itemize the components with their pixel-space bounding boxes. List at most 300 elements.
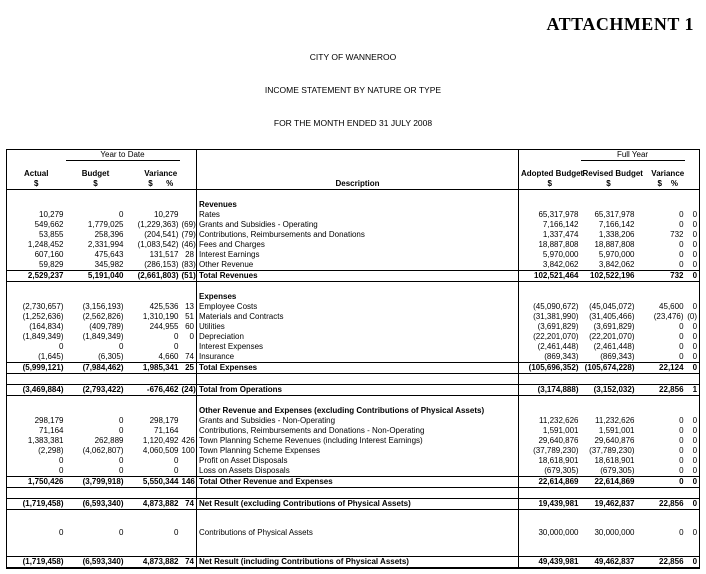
budget-cell: 2,331,994 xyxy=(87,240,124,249)
variance-cell: 1,985,341 xyxy=(126,363,180,374)
budget-cell: 0 xyxy=(119,456,124,465)
revised-budget-cell: 5,970,000 xyxy=(598,250,635,259)
variance-cell: 0 xyxy=(174,528,179,537)
adopted-budget-cell: (31,381,990) xyxy=(533,312,579,321)
description-cell: Contributions of Physical Assets xyxy=(197,520,519,546)
variance-cell: 244,955 xyxy=(149,322,179,331)
adopted-budget-cell: (3,174,888) xyxy=(519,385,581,396)
line-item-row xyxy=(7,240,700,250)
adopted-budget-cell: (37,789,230) xyxy=(533,446,579,455)
revised-budget-cell xyxy=(581,292,637,302)
line-item-row xyxy=(7,456,700,466)
variance-percent-cell xyxy=(180,200,197,210)
variance-cell: (204,541) xyxy=(144,230,179,239)
actual-cell: 298,179 xyxy=(7,416,66,426)
actual-cell: 59,829 xyxy=(7,260,66,271)
fy-variance-cell xyxy=(637,292,685,302)
total-row xyxy=(7,499,700,510)
fy-group-label: Full Year xyxy=(581,150,685,161)
fy-variance-percent-cell: 0 xyxy=(685,456,700,466)
budget-cell: 0 xyxy=(119,466,124,475)
description-cell: Utilities xyxy=(197,322,519,332)
variance-percent-cell: 74 xyxy=(180,499,197,510)
col-variance-percent: % xyxy=(166,179,174,188)
revised-budget-cell: 18,887,808 xyxy=(594,240,635,249)
variance-cell: 4,873,882 xyxy=(126,499,180,510)
budget-cell: (2,793,422) xyxy=(66,385,126,396)
adopted-budget-cell: (105,696,352) xyxy=(519,363,581,374)
col-adopted-unit: $ xyxy=(547,179,552,188)
actual-cell: 0 xyxy=(7,520,66,546)
budget-cell: 345,982 xyxy=(94,260,124,269)
actual-cell: (1,719,458) xyxy=(7,557,66,569)
statement-title: INCOME STATEMENT BY NATURE OR TYPE xyxy=(264,85,442,95)
adopted-budget-cell: 18,887,808 xyxy=(538,240,579,249)
fy-variance-cell: 0 xyxy=(679,332,684,341)
variance-cell: 0 xyxy=(174,456,179,465)
col-budget-unit: $ xyxy=(93,179,98,188)
variance-percent-cell xyxy=(180,210,197,220)
adopted-budget-cell: (22,201,070) xyxy=(533,332,579,341)
fy-variance-cell: 0 xyxy=(679,342,684,351)
fy-variance-cell: 0 xyxy=(679,352,684,361)
actual-cell: 53,855 xyxy=(7,230,66,240)
line-item-row xyxy=(7,520,700,546)
description-cell: Net Result (excluding Contributions of Physical Assets) xyxy=(197,499,519,510)
fy-variance-percent-cell: (0) xyxy=(685,312,700,322)
variance-percent-cell: 60 xyxy=(185,322,194,331)
col-adopted-budget: Adopted Budget xyxy=(521,169,584,178)
adopted-budget-cell: (45,090,672) xyxy=(533,302,579,311)
description-cell: Contributions, Reimbursements and Donations - Non-Operating xyxy=(197,426,519,436)
variance-percent-cell: (79) xyxy=(181,230,196,239)
variance-cell: -676,462 xyxy=(126,385,180,396)
description-cell: Total from Operations xyxy=(197,385,519,396)
fy-variance-percent-cell: 0 xyxy=(685,250,700,260)
variance-cell: 71,164 xyxy=(154,426,179,435)
revised-budget-cell: 29,640,876 xyxy=(594,436,635,445)
budget-cell: 0 xyxy=(119,528,124,537)
actual-cell: (2,730,657) xyxy=(7,302,66,312)
actual-cell xyxy=(7,406,66,416)
fy-variance-percent-cell: 0 xyxy=(685,557,700,569)
fy-variance-cell: 0 xyxy=(679,436,684,445)
section-heading-row xyxy=(7,200,700,210)
variance-cell: (1,229,363) xyxy=(137,220,179,229)
revised-budget-cell: 18,618,901 xyxy=(594,456,635,465)
line-item-row xyxy=(7,312,700,322)
actual-cell: 1,248,452 xyxy=(7,240,66,250)
budget-cell: (409,789) xyxy=(89,322,124,331)
line-item-row xyxy=(7,220,700,230)
description-cell: Interest Expenses xyxy=(197,342,519,352)
revised-budget-cell: 65,317,978 xyxy=(594,210,635,219)
fy-variance-percent-cell: 0 xyxy=(685,271,700,282)
total-row xyxy=(7,271,700,282)
actual-cell: (164,834) xyxy=(7,322,66,332)
description-cell: Profit on Asset Disposals xyxy=(197,456,519,466)
line-item-row xyxy=(7,342,700,352)
organisation-name: CITY OF WANNEROO xyxy=(309,52,397,62)
actual-cell: 10,279 xyxy=(7,210,66,220)
variance-cell xyxy=(126,292,180,302)
fy-variance-percent-cell: 0 xyxy=(685,363,700,374)
variance-cell: 4,060,509 xyxy=(142,446,179,455)
adopted-budget-cell xyxy=(519,200,581,210)
revised-budget-cell: 49,462,837 xyxy=(581,557,637,569)
col-budget: Budget xyxy=(81,169,110,178)
adopted-budget-cell: 3,842,062 xyxy=(542,260,579,269)
revised-budget-cell: 102,522,196 xyxy=(581,271,637,282)
adopted-budget-cell: 7,166,142 xyxy=(542,220,579,229)
revised-budget-cell: (679,305) xyxy=(600,466,635,475)
variance-percent-cell: 100 xyxy=(181,446,195,455)
budget-cell: (7,984,462) xyxy=(66,363,126,374)
total-row xyxy=(7,477,700,488)
fy-variance-cell: 0 xyxy=(679,466,684,475)
variance-cell: 131,517 xyxy=(149,250,179,259)
fy-variance-percent-cell: 0 xyxy=(685,499,700,510)
revised-budget-cell: (31,405,466) xyxy=(589,312,635,321)
variance-percent-cell: (69) xyxy=(181,220,196,229)
fy-variance-percent-cell: 0 xyxy=(685,426,700,436)
description-cell: Net Result (including Contributions of Physical Assets) xyxy=(197,557,519,569)
fy-variance-percent-cell xyxy=(685,406,700,416)
budget-cell: (3,799,918) xyxy=(66,477,126,488)
variance-cell: 298,179 xyxy=(149,416,179,425)
description-cell: Other Revenue xyxy=(197,260,519,271)
line-item-row xyxy=(7,352,700,363)
revised-budget-cell: (45,045,072) xyxy=(589,302,635,311)
fy-variance-cell: 732 xyxy=(670,230,684,239)
spacer-row xyxy=(7,488,700,499)
variance-cell: 0 xyxy=(174,466,179,475)
variance-cell: 1,310,190 xyxy=(142,312,179,321)
variance-cell: 425,536 xyxy=(149,302,179,311)
adopted-budget-cell: 102,521,464 xyxy=(519,271,581,282)
description-cell: Town Planning Scheme Revenues (including Interest Earnings) xyxy=(197,436,519,446)
fy-variance-percent-cell: 0 xyxy=(685,466,700,477)
adopted-budget-cell xyxy=(519,406,581,416)
fy-variance-percent-cell: 0 xyxy=(685,230,700,240)
budget-cell xyxy=(66,406,126,416)
revised-budget-cell: 7,166,142 xyxy=(598,220,635,229)
line-item-row xyxy=(7,466,700,477)
col-actual-unit: $ xyxy=(34,179,39,188)
fy-variance-cell: 0 xyxy=(679,210,684,219)
spacer-row xyxy=(7,282,700,293)
description-cell: Other Revenue and Expenses (excluding Contributions of Physical Assets) xyxy=(197,406,519,416)
header-desc-spacer xyxy=(197,150,519,161)
ytd-group-label: Year to Date xyxy=(66,150,180,161)
fy-variance-percent-cell: 1 xyxy=(685,385,700,396)
actual-cell: 0 xyxy=(7,456,66,466)
actual-cell: (3,469,884) xyxy=(7,385,66,396)
description-cell: Revenues xyxy=(197,200,519,210)
variance-cell: (1,083,542) xyxy=(137,240,179,249)
variance-percent-cell xyxy=(180,406,197,416)
variance-percent-cell: (83) xyxy=(181,260,196,269)
col-fy-variance: Variance xyxy=(651,169,685,178)
adopted-budget-cell: (2,461,448) xyxy=(537,342,579,351)
adopted-budget-cell: 5,970,000 xyxy=(542,250,579,259)
description-cell: Grants and Subsidies - Operating xyxy=(197,220,519,230)
variance-percent-cell: 25 xyxy=(180,363,197,374)
fy-variance-cell: 0 xyxy=(637,477,685,488)
fy-variance-cell: 0 xyxy=(679,250,684,259)
budget-cell: (3,156,193) xyxy=(82,302,124,311)
fy-variance-percent-cell: 0 xyxy=(685,446,700,456)
adopted-budget-cell: 22,614,869 xyxy=(519,477,581,488)
budget-cell: (2,562,826) xyxy=(82,312,124,321)
col-actual: Actual xyxy=(24,169,49,178)
fy-variance-cell: 0 xyxy=(679,426,684,435)
budget-cell: 258,396 xyxy=(94,230,124,239)
line-item-row xyxy=(7,416,700,426)
variance-percent-cell xyxy=(180,426,197,436)
revised-budget-cell: (2,461,448) xyxy=(593,342,635,351)
spacer-row xyxy=(7,190,700,201)
description-cell: Employee Costs xyxy=(197,302,519,312)
fy-variance-cell: 732 xyxy=(637,271,685,282)
line-item-row xyxy=(7,446,700,456)
fy-variance-cell: 0 xyxy=(679,446,684,455)
budget-cell xyxy=(66,292,126,302)
fy-variance-cell xyxy=(637,200,685,210)
revised-budget-cell xyxy=(581,406,637,416)
fy-variance-cell: 0 xyxy=(679,322,684,331)
variance-percent-cell: 74 xyxy=(185,352,194,361)
variance-percent-cell: 13 xyxy=(185,302,194,311)
revised-budget-cell: (37,789,230) xyxy=(589,446,635,455)
revised-budget-cell: 19,462,837 xyxy=(581,499,637,510)
description-cell: Town Planning Scheme Expenses xyxy=(197,446,519,456)
revised-budget-cell: (22,201,070) xyxy=(589,332,635,341)
fy-variance-percent-cell: 0 xyxy=(685,520,700,546)
section-heading-row xyxy=(7,292,700,302)
variance-percent-cell: (51) xyxy=(181,271,196,280)
fy-variance-cell: 45,600 xyxy=(659,302,684,311)
revised-budget-cell: 22,614,869 xyxy=(581,477,637,488)
variance-percent-cell: 0 xyxy=(189,332,194,341)
variance-cell: 0 xyxy=(174,332,179,341)
fy-variance-cell: 22,856 xyxy=(637,385,685,396)
revised-budget-cell: 1,591,001 xyxy=(598,426,635,435)
fy-variance-cell: 0 xyxy=(679,456,684,465)
total-row xyxy=(7,363,700,374)
description-cell: Rates xyxy=(197,210,519,220)
fy-variance-percent-cell: 0 xyxy=(685,302,700,312)
adopted-budget-cell: (869,343) xyxy=(544,352,579,361)
fy-variance-percent-cell: 0 xyxy=(685,352,700,363)
adopted-budget-cell: 1,591,001 xyxy=(542,426,579,435)
fy-variance-cell: 0 xyxy=(679,240,684,249)
col-fy-variance-unit: $ xyxy=(657,179,662,188)
actual-cell: 2,529,237 xyxy=(7,271,66,282)
budget-cell: 0 xyxy=(119,342,124,351)
adopted-budget-cell xyxy=(519,292,581,302)
variance-percent-cell xyxy=(180,520,197,546)
revised-budget-cell: (3,152,032) xyxy=(581,385,637,396)
budget-cell: 0 xyxy=(119,426,124,435)
col-variance-unit: $ xyxy=(148,179,153,188)
budget-cell: (1,849,349) xyxy=(82,332,124,341)
line-item-row xyxy=(7,302,700,312)
variance-percent-cell: 51 xyxy=(185,312,194,321)
variance-percent-cell xyxy=(180,342,197,352)
description-cell: Interest Earnings xyxy=(197,250,519,260)
description-cell: Total Expenses xyxy=(197,363,519,374)
revised-budget-cell: (105,674,228) xyxy=(581,363,637,374)
fy-variance-percent-cell: 0 xyxy=(685,260,700,271)
col-revised-budget: Revised Budget xyxy=(582,169,643,178)
adopted-budget-cell: 19,439,981 xyxy=(519,499,581,510)
line-item-row xyxy=(7,250,700,260)
revised-budget-cell: (869,343) xyxy=(600,352,635,361)
fy-variance-cell: (23,476) xyxy=(653,312,684,321)
fy-variance-cell: 22,124 xyxy=(637,363,685,374)
adopted-budget-cell: 1,337,474 xyxy=(542,230,579,239)
fy-variance-percent-cell: 0 xyxy=(685,322,700,332)
spacer-row xyxy=(7,374,700,385)
attachment-label: ATTACHMENT 1 xyxy=(546,14,694,34)
line-item-row xyxy=(7,426,700,436)
income-statement-table xyxy=(6,149,700,569)
variance-percent-cell xyxy=(180,292,197,302)
fy-variance-percent-cell xyxy=(685,200,700,210)
col-variance: Variance xyxy=(144,169,178,178)
line-item-row xyxy=(7,322,700,332)
fy-variance-percent-cell: 0 xyxy=(685,436,700,446)
actual-cell: (5,999,121) xyxy=(7,363,66,374)
actual-cell: 0 xyxy=(7,466,66,477)
fy-variance-cell: 0 xyxy=(679,416,684,425)
header-group-row xyxy=(7,150,700,161)
budget-cell: 262,889 xyxy=(94,436,124,445)
variance-cell: 4,873,882 xyxy=(126,557,180,569)
actual-cell: (1,719,458) xyxy=(7,499,66,510)
description-cell: Insurance xyxy=(197,352,519,363)
adopted-budget-cell: 49,439,981 xyxy=(519,557,581,569)
budget-cell: (6,305) xyxy=(98,352,124,361)
variance-cell: (2,661,803) xyxy=(126,271,180,282)
line-item-row xyxy=(7,332,700,342)
line-item-row xyxy=(7,230,700,240)
budget-cell xyxy=(66,200,126,210)
variance-cell xyxy=(126,200,180,210)
description-cell: Contributions, Reimbursements and Donations xyxy=(197,230,519,240)
variance-percent-cell: 28 xyxy=(185,250,194,259)
description-cell: Fees and Charges xyxy=(197,240,519,250)
actual-cell xyxy=(7,292,66,302)
actual-cell: 0 xyxy=(7,342,66,352)
variance-cell xyxy=(126,406,180,416)
description-cell: Grants and Subsidies - Non-Operating xyxy=(197,416,519,426)
budget-cell: 0 xyxy=(119,210,124,219)
adopted-budget-cell: (3,691,829) xyxy=(537,322,579,331)
section-heading-row xyxy=(7,406,700,416)
spacer-row xyxy=(7,396,700,407)
variance-cell: 4,660 xyxy=(158,352,179,361)
description-cell: Total Other Revenue and Expenses xyxy=(197,477,519,488)
col-fy-variance-percent: % xyxy=(670,179,678,188)
adopted-budget-cell: 11,232,626 xyxy=(539,416,579,425)
fy-variance-percent-cell: 0 xyxy=(685,210,700,220)
actual-cell: (2,298) xyxy=(7,446,66,456)
fy-variance-percent-cell: 0 xyxy=(685,416,700,426)
variance-percent-cell: (46) xyxy=(181,240,196,249)
variance-percent-cell xyxy=(180,416,197,426)
actual-cell: 71,164 xyxy=(7,426,66,436)
revised-budget-cell: 3,842,062 xyxy=(598,260,635,269)
revised-budget-cell: 30,000,000 xyxy=(594,528,635,537)
description-cell: Materials and Contracts xyxy=(197,312,519,322)
col-revised-unit: $ xyxy=(606,179,611,188)
actual-cell: 607,160 xyxy=(7,250,66,260)
description-cell: Depreciation xyxy=(197,332,519,342)
fy-variance-percent-cell xyxy=(685,292,700,302)
variance-percent-cell: 146 xyxy=(181,477,195,486)
revised-budget-cell xyxy=(581,200,637,210)
actual-cell: (1,252,636) xyxy=(7,312,66,322)
actual-cell: (1,645) xyxy=(7,352,66,363)
fy-variance-percent-cell: 0 xyxy=(685,342,700,352)
fy-variance-cell xyxy=(637,406,685,416)
actual-cell xyxy=(7,200,66,210)
budget-cell: (6,593,340) xyxy=(66,499,126,510)
budget-cell: (4,062,807) xyxy=(82,446,124,455)
fy-variance-cell: 0 xyxy=(679,260,684,269)
variance-cell: 10,279 xyxy=(154,210,179,219)
adopted-budget-cell: 65,317,978 xyxy=(538,210,579,219)
fy-variance-cell: 22,856 xyxy=(637,499,685,510)
fy-variance-cell: 0 xyxy=(679,528,684,537)
header-column-row xyxy=(7,161,700,190)
total-row xyxy=(7,385,700,396)
line-item-row xyxy=(7,210,700,220)
statement-body xyxy=(7,150,700,569)
fy-variance-cell: 22,856 xyxy=(637,557,685,569)
fy-variance-percent-cell: 0 xyxy=(685,332,700,342)
description-cell: Loss on Assets Disposals xyxy=(197,466,519,477)
spacer-row xyxy=(7,546,700,557)
variance-percent-cell: (24) xyxy=(181,385,196,394)
actual-cell: 1,750,426 xyxy=(7,477,66,488)
actual-cell: 1,383,381 xyxy=(7,436,66,446)
total-row xyxy=(7,557,700,569)
variance-percent-cell xyxy=(180,466,197,477)
fy-variance-percent-cell: 0 xyxy=(685,240,700,250)
revised-budget-cell: (3,691,829) xyxy=(593,322,635,331)
fy-variance-cell: 0 xyxy=(679,220,684,229)
spacer-row xyxy=(7,510,700,521)
variance-cell: 5,550,344 xyxy=(126,477,180,488)
variance-cell: 1,120,492 xyxy=(142,436,179,445)
variance-cell: 0 xyxy=(174,342,179,351)
adopted-budget-cell: (679,305) xyxy=(544,466,579,475)
fy-variance-percent-cell: 0 xyxy=(685,220,700,230)
adopted-budget-cell: 18,618,901 xyxy=(538,456,579,465)
revised-budget-cell: 11,232,626 xyxy=(595,416,635,425)
fy-variance-percent-cell: 0 xyxy=(685,477,700,488)
actual-cell: 549,662 xyxy=(7,220,66,230)
adopted-budget-cell: 30,000,000 xyxy=(538,528,579,537)
budget-cell: 1,779,025 xyxy=(87,220,124,229)
adopted-budget-cell: 29,640,876 xyxy=(538,436,579,445)
description-cell: Total Revenues xyxy=(197,271,519,282)
actual-cell: (1,849,349) xyxy=(7,332,66,342)
statement-period: FOR THE MONTH ENDED 31 JULY 2008 xyxy=(273,118,433,128)
